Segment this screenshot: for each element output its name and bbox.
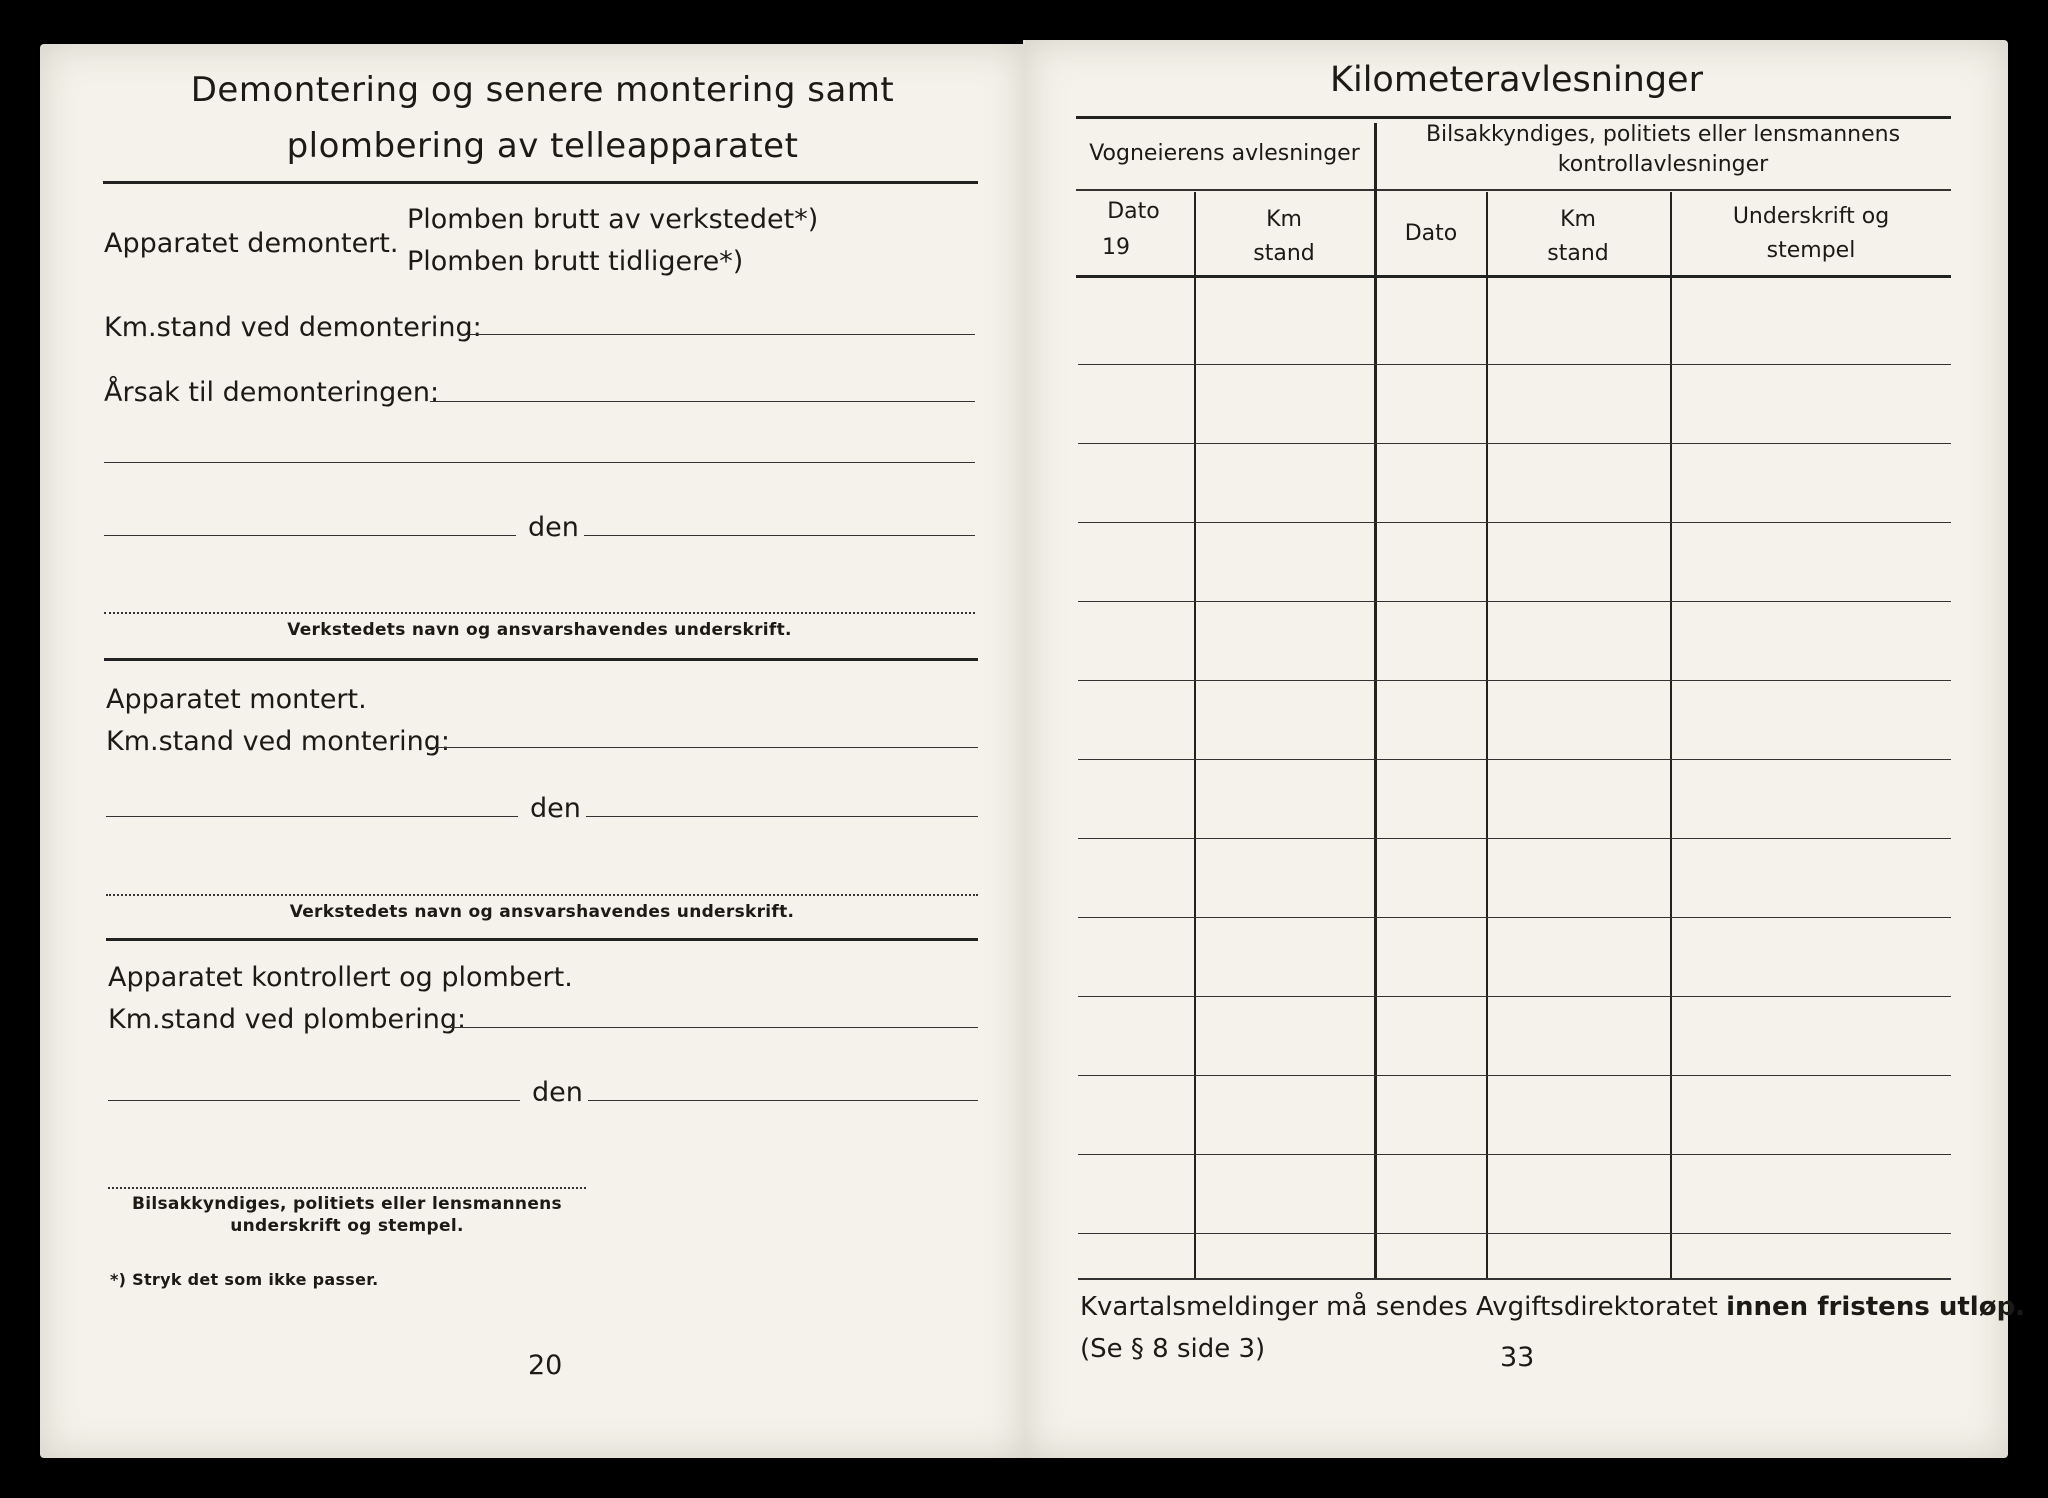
sealed-signature-caption-1: Bilsakkyndiges, politiets eller lensmannens: [132, 1194, 562, 1214]
left-page: [40, 44, 1025, 1458]
table-row[interactable]: [1078, 917, 1951, 918]
section-rule-2: [106, 938, 978, 941]
col-km-1-stand: stand: [1253, 241, 1315, 266]
demount-date-field[interactable]: [584, 535, 975, 536]
col-dato-2: Dato: [1404, 221, 1458, 246]
quarterly-note-regular: Kvartalsmeldinger må sendes Avgiftsdirektoratet: [1080, 1292, 1727, 1322]
mount-date-field[interactable]: [586, 816, 978, 817]
col-signature-stamp: stempel: [1766, 238, 1856, 263]
sealed-den-label: den: [532, 1077, 583, 1108]
col-divider-3: [1486, 192, 1488, 1280]
col-divider-1: [1194, 192, 1196, 1280]
mount-km-label: Km.stand ved montering:: [106, 726, 451, 757]
header-owner-readings: Vogneierens avlesninger: [1089, 141, 1360, 166]
mount-signature-caption: Verkstedets navn og ansvarshavendes underskrift.: [289, 902, 795, 922]
col-km-2: Km: [1560, 207, 1596, 232]
quarterly-note: [1080, 1292, 2025, 1322]
demount-reason-field[interactable]: [430, 401, 975, 402]
mount-label: Apparatet montert.: [106, 684, 367, 715]
demount-option-1: Plomben brutt av verkstedet*): [407, 204, 819, 235]
demount-km-label: Km.stand ved demontering:: [104, 312, 482, 343]
sealed-km-label: Km.stand ved plombering:: [108, 1004, 467, 1035]
title-rule: [103, 181, 978, 184]
left-title-line1: Demontering og senere montering samt: [190, 70, 895, 110]
demount-label: Apparatet demontert.: [104, 228, 399, 259]
table-row[interactable]: [1078, 522, 1951, 523]
mount-signature-line[interactable]: [106, 894, 978, 896]
col-km-1: Km: [1266, 207, 1302, 232]
col-dato-year: 19: [1102, 235, 1130, 260]
header-bottom-rule: [1076, 275, 1951, 278]
right-title: Kilometeravlesninger: [1330, 60, 1703, 100]
demount-place-field[interactable]: [104, 535, 516, 536]
table-row[interactable]: [1078, 996, 1951, 997]
demount-option-2: Plomben brutt tidligere*): [407, 246, 744, 277]
mount-km-field[interactable]: [430, 747, 978, 748]
left-title-line2: plombering av telleapparatet: [286, 126, 799, 166]
quarterly-note-reference: (Se § 8 side 3): [1080, 1334, 1266, 1364]
table-row[interactable]: [1078, 1075, 1951, 1076]
quarterly-note-bold: innen fristens utløp.: [1726, 1292, 2026, 1322]
mount-den-label: den: [530, 793, 581, 824]
col-signature: Underskrift og: [1732, 204, 1890, 229]
table-row[interactable]: [1078, 1154, 1951, 1155]
sealed-place-field[interactable]: [108, 1100, 520, 1101]
col-divider-2: [1374, 123, 1377, 1280]
left-page-number: 20: [528, 1350, 563, 1381]
table-row[interactable]: [1078, 680, 1951, 681]
table-row[interactable]: [1078, 443, 1951, 444]
demount-signature-line[interactable]: [104, 612, 975, 614]
demount-reason-label: Årsak til demonteringen:: [104, 377, 440, 408]
demount-km-field[interactable]: [460, 334, 975, 335]
table-row[interactable]: [1078, 838, 1951, 839]
sealed-signature-caption-2: underskrift og stempel.: [230, 1216, 464, 1236]
header-group-rule: [1076, 189, 1951, 191]
demount-den-label: den: [528, 512, 579, 543]
sealed-km-field[interactable]: [450, 1027, 978, 1028]
col-km-2-stand: stand: [1547, 241, 1609, 266]
sealed-signature-line[interactable]: [108, 1187, 586, 1189]
table-bottom-rule: [1078, 1278, 1951, 1280]
right-page: [1025, 40, 2026, 1458]
col-divider-4: [1670, 192, 1672, 1280]
sealed-label: Apparatet kontrollert og plombert.: [108, 962, 573, 993]
demount-signature-caption: Verkstedets navn og ansvarshavendes underskrift.: [287, 620, 792, 640]
sealed-date-field[interactable]: [588, 1100, 978, 1101]
table-row[interactable]: [1078, 601, 1951, 602]
mount-place-field[interactable]: [106, 816, 518, 817]
header-control-readings-2: kontrollavlesninger: [1557, 152, 1769, 177]
footnote: *) Stryk det som ikke passer.: [110, 1270, 379, 1289]
section-rule-1: [104, 658, 978, 661]
col-dato-1: Dato: [1107, 199, 1160, 224]
table-row[interactable]: [1078, 759, 1951, 760]
header-control-readings-1: Bilsakkyndiges, politiets eller lensmannens: [1425, 122, 1901, 147]
right-page-number: 33: [1500, 1342, 1535, 1373]
table-row[interactable]: [1078, 1233, 1951, 1234]
demount-reason-field-2[interactable]: [104, 462, 975, 463]
table-row[interactable]: [1078, 364, 1951, 365]
